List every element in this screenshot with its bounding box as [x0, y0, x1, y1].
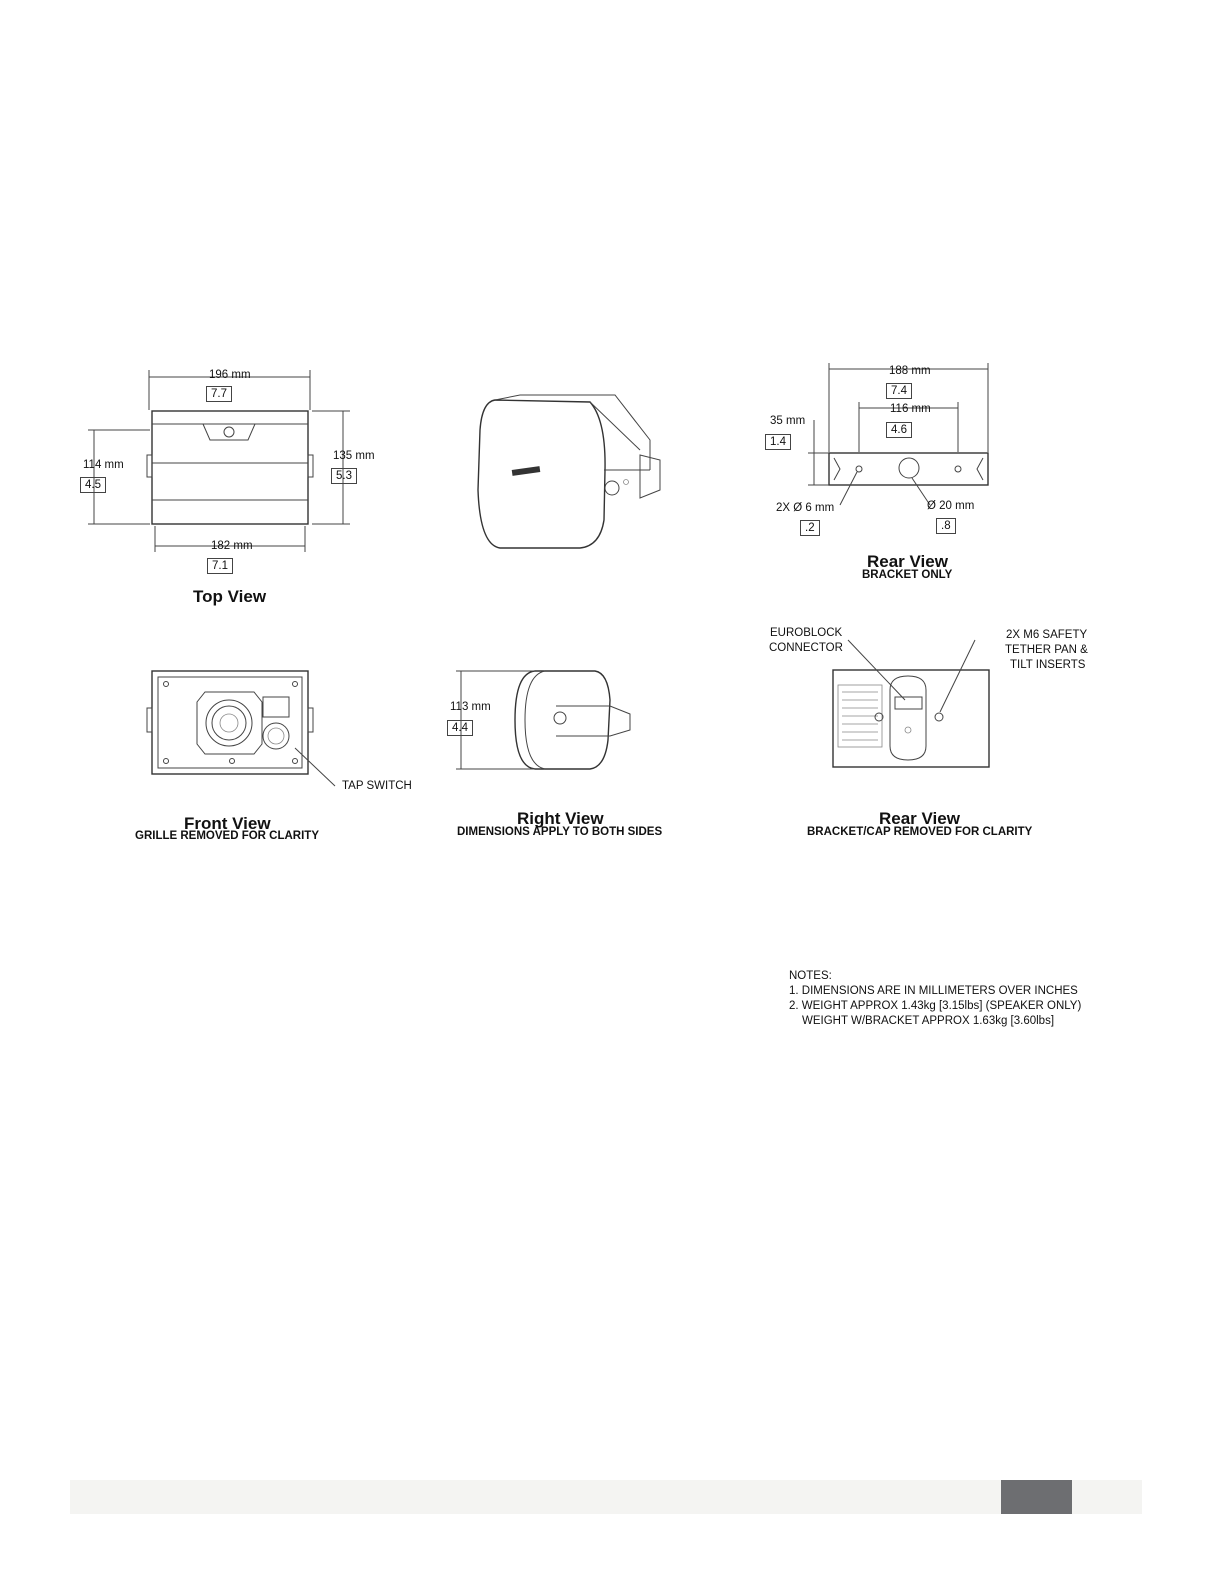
- footer-bar: [70, 1480, 1142, 1514]
- rear-view-subtitle: BRACKET/CAP REMOVED FOR CLARITY: [807, 826, 1033, 838]
- notes-line-2: 2. WEIGHT APPROX 1.43kg [3.15lbs] (SPEAKER ONLY): [789, 1000, 1082, 1012]
- top-width-in: 7.7: [206, 386, 232, 402]
- bracket-overall-mm: 188 mm: [889, 365, 931, 377]
- front-view-subtitle: GRILLE REMOVED FOR CLARITY: [135, 830, 319, 842]
- footer-page-block: [1001, 1480, 1072, 1514]
- tether-callout-line3: TILT INSERTS: [1010, 659, 1086, 671]
- bracket-hole-small-in: .2: [800, 520, 820, 536]
- tether-callout-line2: TETHER PAN &: [1005, 644, 1088, 656]
- notes-line-3: WEIGHT W/BRACKET APPROX 1.63kg [3.60lbs]: [802, 1015, 1055, 1027]
- right-view-subtitle: DIMENSIONS APPLY TO BOTH SIDES: [457, 826, 663, 838]
- top-bottom-mm: 182 mm: [211, 540, 253, 552]
- bracket-hole-large-in: .8: [936, 518, 956, 534]
- notes-block: [789, 969, 1081, 1029]
- rear-bracket-subtitle: BRACKET ONLY: [862, 569, 953, 581]
- bracket-height-in: 1.4: [765, 434, 791, 450]
- euroblock-callout-line2: CONNECTOR: [769, 642, 843, 654]
- right-height-mm: 113 mm: [450, 701, 491, 713]
- notes-line-1: 1. DIMENSIONS ARE IN MILLIMETERS OVER INCHES: [789, 985, 1078, 997]
- top-depth-left-mm: 114 mm: [83, 459, 124, 471]
- rear-bracket-title: Rear View: [867, 552, 948, 571]
- right-view-title: Right View: [517, 809, 604, 828]
- notes-heading: NOTES:: [789, 970, 832, 982]
- bracket-hole-small-mm: 2X Ø 6 mm: [776, 502, 835, 514]
- front-view-drawing: [147, 671, 335, 786]
- bracket-inner-in: 4.6: [886, 422, 912, 438]
- right-view-drawing: [456, 671, 630, 769]
- bracket-hole-large-mm: Ø 20 mm: [927, 500, 975, 512]
- tether-callout-line1: 2X M6 SAFETY: [1006, 629, 1088, 641]
- tap-switch-callout: TAP SWITCH: [342, 780, 412, 792]
- top-depth-right-in: 5.3: [331, 468, 357, 484]
- rear-view-title: Rear View: [879, 809, 960, 828]
- euroblock-callout-line1: EUROBLOCK: [770, 627, 843, 639]
- bracket-inner-mm: 116 mm: [890, 403, 931, 415]
- rear-view-drawing: [833, 640, 989, 767]
- right-height-in: 4.4: [447, 720, 473, 736]
- bracket-height-mm: 35 mm: [770, 415, 806, 427]
- top-view-title: Top View: [193, 587, 267, 606]
- bracket-overall-in: 7.4: [886, 383, 912, 399]
- top-depth-right-mm: 135 mm: [333, 450, 375, 462]
- top-bottom-in: 7.1: [207, 558, 233, 574]
- top-depth-left-in: 4.5: [80, 477, 106, 493]
- front-view-title: Front View: [184, 814, 271, 833]
- isometric-view-drawing: [478, 395, 660, 548]
- top-width-mm: 196 mm: [209, 369, 251, 381]
